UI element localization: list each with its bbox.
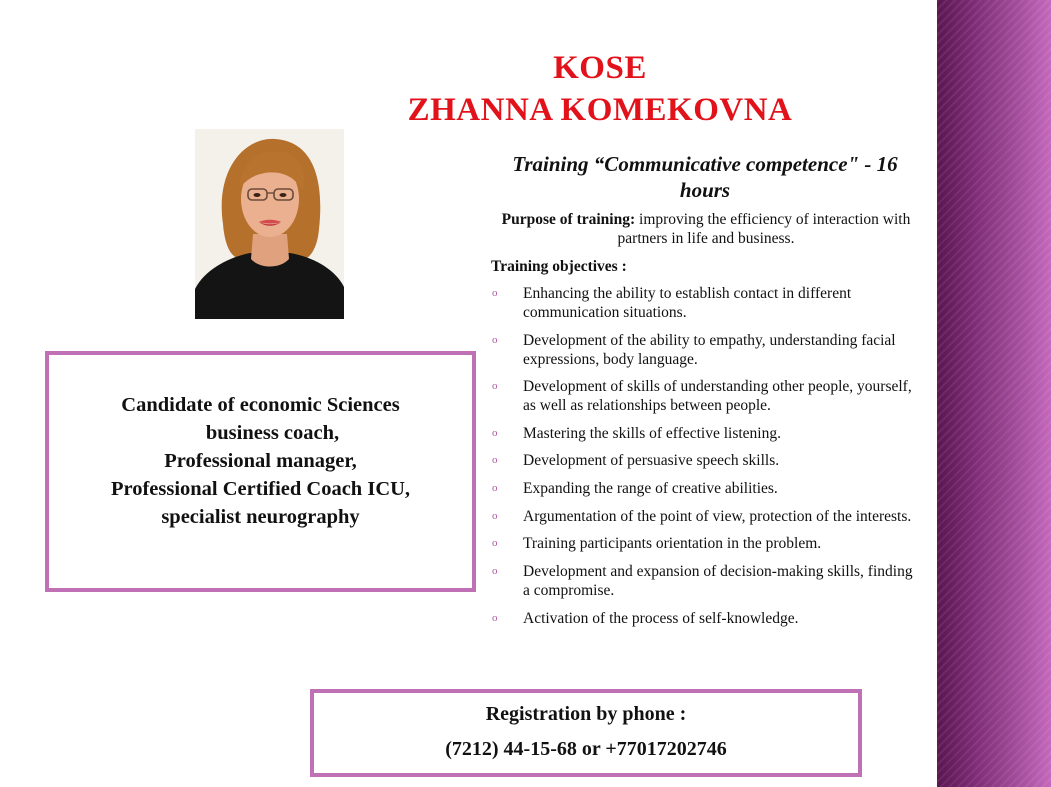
objectives-heading: Training objectives :	[491, 258, 627, 275]
list-item: o Development of persuasive speech skills.	[492, 452, 780, 469]
registration-box	[310, 689, 862, 777]
name-first-patronymic: ZHANNA KOMEKOVNA	[407, 92, 793, 128]
credential-coach: business coach,	[205, 422, 340, 444]
bullet-circle-icon: o	[492, 380, 498, 392]
credential-manager: Professional manager,	[164, 450, 357, 472]
purpose-text: improving the efficiency of interaction with partners in life and business.	[617, 211, 911, 247]
credential-specialist: specialist neurography	[161, 506, 360, 528]
bullet-circle-icon: o	[492, 482, 498, 494]
portrait-photo	[195, 129, 344, 319]
credentials-box	[45, 351, 476, 592]
training-title: Training “Communicative competence" - 16 hours	[512, 152, 898, 202]
purpose-label: Purpose of training:	[501, 211, 636, 228]
credential-pcc: Professional Certified Coach ICU,	[110, 478, 411, 500]
list-item: o Expanding the range of creative abilities.	[492, 480, 778, 497]
bullet-circle-icon: o	[492, 287, 498, 299]
bullet-circle-icon: o	[492, 427, 498, 439]
bullet-circle-icon: o	[492, 510, 498, 522]
credentials-text	[49, 391, 472, 531]
list-item: o Development of the ability to empathy, understanding facial expressions, body language.	[492, 332, 896, 368]
registration-phones: (7212) 44-15-68 or +77017202746	[445, 738, 727, 760]
credential-degree: Candidate of economic Sciences	[121, 394, 400, 416]
registration-label: Registration by phone :	[485, 703, 687, 725]
list-item: o Activation of the process of self-knowledge.	[492, 610, 799, 627]
name-surname: KOSE	[553, 50, 647, 86]
bullet-circle-icon: o	[492, 334, 498, 346]
list-item: o Enhancing the ability to establish contact in different communication situations.	[492, 285, 852, 321]
bullet-circle-icon: o	[492, 454, 498, 466]
list-item: o Mastering the skills of effective listening.	[492, 425, 781, 442]
list-item: o Training participants orientation in the problem.	[492, 535, 822, 552]
portrait-image	[195, 129, 344, 319]
decorative-side-band	[937, 0, 1051, 787]
list-item: o Development and expansion of decision-making skills, finding a compromise.	[492, 563, 913, 599]
bullet-circle-icon: o	[492, 565, 498, 577]
bullet-circle-icon: o	[492, 537, 498, 549]
list-item: o Argumentation of the point of view, protection of the interests.	[492, 508, 912, 525]
training-purpose	[491, 210, 921, 248]
list-item: o Development of skills of understanding other people, yourself, as well as relationships between people.	[492, 378, 912, 414]
bullet-circle-icon: o	[492, 612, 498, 624]
objectives-list	[491, 284, 921, 628]
